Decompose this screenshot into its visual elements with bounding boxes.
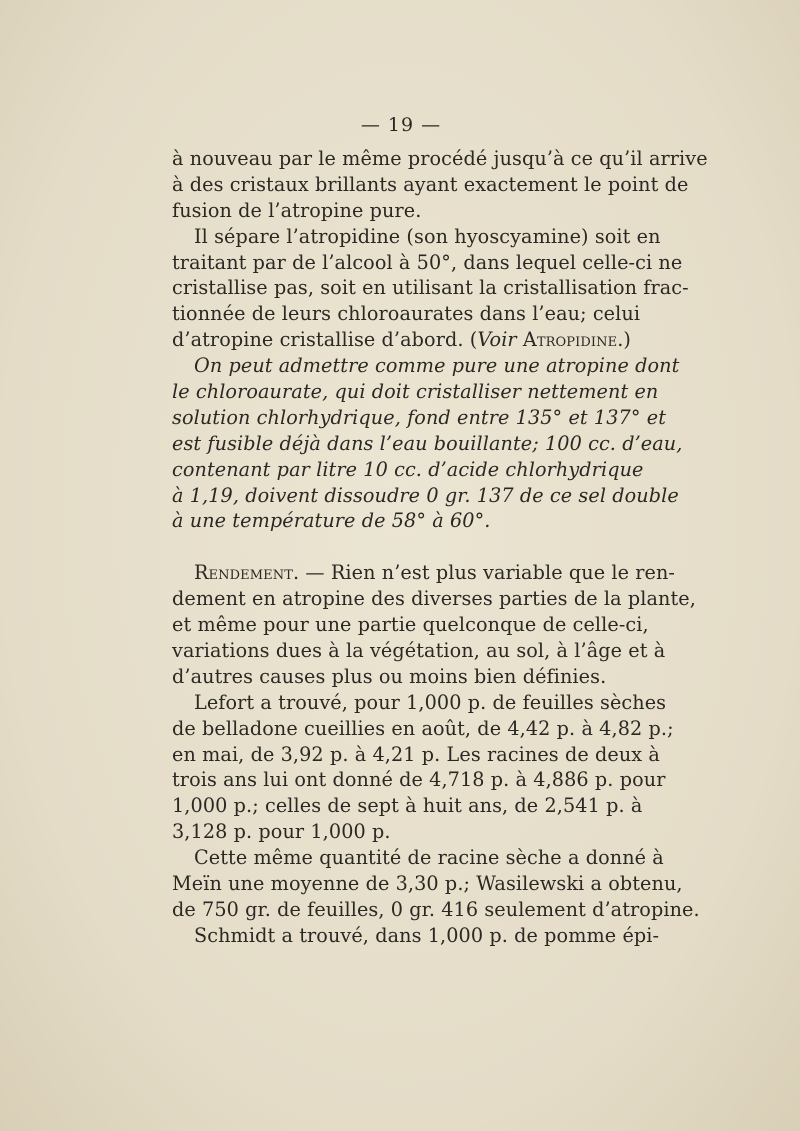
text-line: en mai, de 3,92 p. à 4,21 p. Les racines de deux à [172,742,660,766]
book-page [172,114,708,949]
text-line: Cette même quantité de racine sèche a donné à [194,846,664,870]
text-line: fusion de l’atropine pure. [172,198,422,222]
paragraph-block-rendement [172,560,700,948]
section-gap [172,534,630,560]
text-line: cristallise pas, soit en utilisant la cristallisation frac- [172,276,689,300]
text-line: à 1,19, doivent dissoudre 0 gr. 137 de ce sel double [172,483,679,507]
text-line: et même pour une partie quelconque de celle-ci, [172,613,649,637]
small-caps-term: Atropidine [522,328,618,352]
text-line: d’atropine cristallise d’abord. (Voir Atropidine.) [172,328,631,352]
text-line: de belladone cueillies en août, de 4,42 p. à 4,82 p.; [172,716,674,740]
text-line: à des cristaux brillants ayant exactement le point de [172,172,689,196]
text-line: à nouveau par le même procédé jusqu’à ce qu’il arrive [172,147,708,170]
text-line: trois ans lui ont donné de 4,718 p. à 4,886 p. pour [172,768,666,792]
text-line: à une température de 58° à 60°. [172,509,491,533]
text-line: variations dues à la végétation, au sol, à l’âge et à [172,639,666,663]
text-line: solution chlorhydrique, fond entre 135° et 137° et [172,405,666,429]
italic-term: Voir [477,328,517,352]
page-number: — 19 — [360,114,442,136]
text-line: Schmidt a trouvé, dans 1,000 p. de pomme épi- [194,923,660,947]
small-caps-term: Rendement [194,561,293,585]
text-line: traitant par de l’alcool à 50°, dans lequel celle-ci ne [172,250,683,274]
text-line: 3,128 p. pour 1,000 p. [172,820,391,844]
paragraph-block-atropidine [172,146,708,534]
text-line: Lefort a trouvé, pour 1,000 p. de feuilles sèches [194,690,667,714]
text-line: 1,000 p.; celles de sept à huit ans, de 2,541 p. à [172,794,643,818]
text-line: de 750 gr. de feuilles, 0 gr. 416 seulement d’atropine. [172,897,700,921]
text-line: est fusible déjà dans l’eau bouillante; 100 cc. d’eau, [172,431,683,455]
text-line: Rendement. — Rien n’est plus variable que le ren- [194,561,676,585]
text-line: le chloroaurate, qui doit cristalliser nettement en [172,380,659,404]
text-line: Meïn une moyenne de 3,30 p.; Wasilewski a obtenu, [172,872,683,896]
text-line: d’autres causes plus ou moins bien définies. [172,664,607,688]
text-line: dement en atropine des diverses parties de la plante, [172,587,696,611]
text-line: On peut admettre comme pure une atropine dont [194,354,680,378]
text-line: Il sépare l’atropidine (son hyoscyamine) soit en [194,224,661,248]
text-line: tionnée de leurs chloroaurates dans l’eau; celui [172,302,641,326]
text-line: contenant par litre 10 cc. d’acide chlorhydrique [172,457,644,481]
